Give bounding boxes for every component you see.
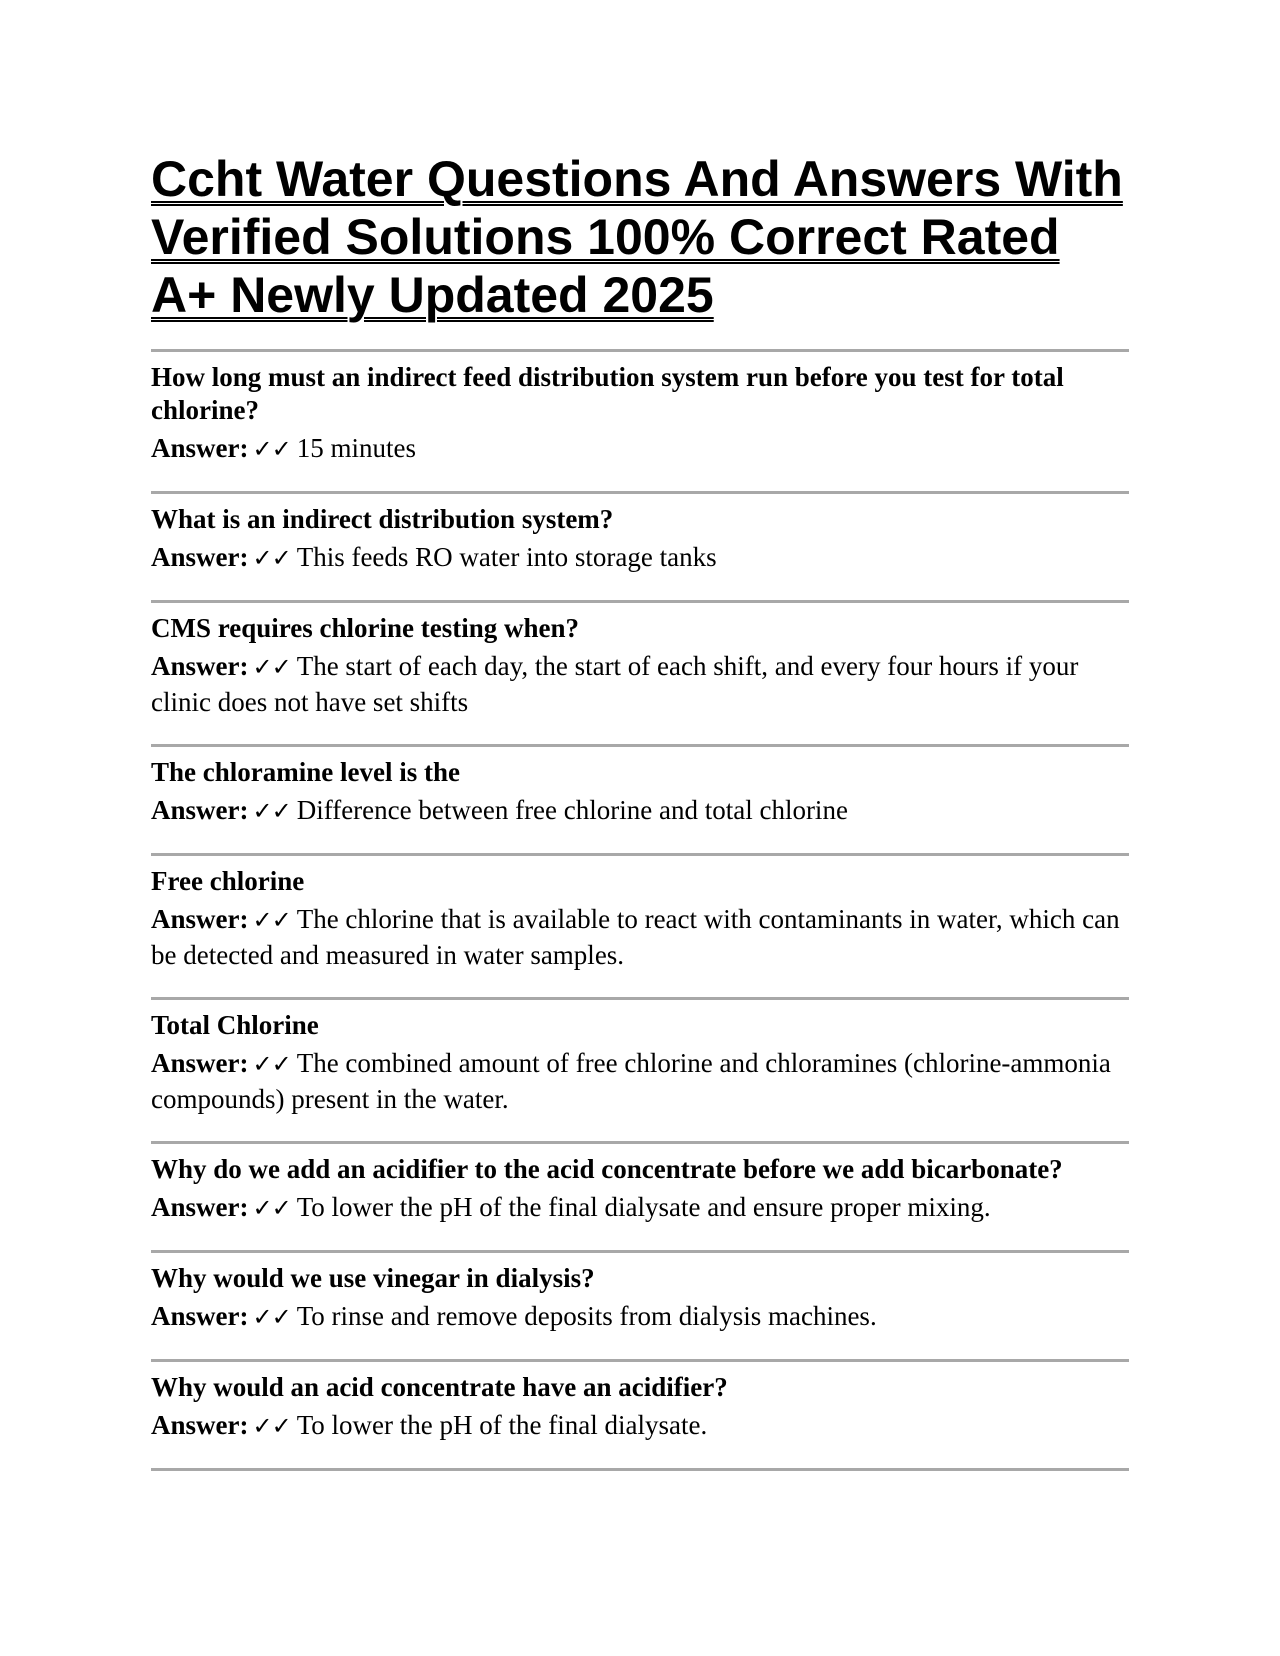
answer-line <box>151 1299 1129 1335</box>
double-checkmark-icon: ✓✓ <box>252 797 291 825</box>
qa-item <box>151 744 1129 853</box>
qa-item <box>151 349 1129 491</box>
document-page <box>151 150 1129 1471</box>
answer-line <box>151 1046 1129 1117</box>
answer-label: Answer: <box>151 1048 249 1078</box>
answer-text: 15 minutes <box>296 433 416 463</box>
qa-item <box>151 1141 1129 1250</box>
answer-label: Answer: <box>151 651 249 681</box>
answer-line <box>151 793 1129 829</box>
qa-item <box>151 600 1129 744</box>
question-text: CMS requires chlorine testing when? <box>151 613 579 643</box>
qa-item <box>151 997 1129 1141</box>
answer-text: The start of each day, the start of each shift, and every four hours if your clinic does not have set shifts <box>151 651 1079 717</box>
question-text: Total Chlorine <box>151 1010 319 1040</box>
question-text: Why would an acid concentrate have an acidifier? <box>151 1372 728 1402</box>
question-text: The chloramine level is the <box>151 757 460 787</box>
question-text: How long must an indirect feed distribution system run before you test for total chlorine? <box>151 362 1064 425</box>
qa-list <box>151 349 1129 1471</box>
double-checkmark-icon: ✓✓ <box>252 435 291 463</box>
answer-line <box>151 1190 1129 1226</box>
answer-text: The chlorine that is available to react with contaminants in water, which can be detected and measured in water samples. <box>151 904 1120 970</box>
answer-label: Answer: <box>151 542 249 572</box>
page-title: Ccht Water Questions And Answers With Verified Solutions 100% Correct Rated A+ Newly Updated 2025 <box>151 151 1123 323</box>
qa-item <box>151 853 1129 997</box>
answer-line <box>151 1408 1129 1444</box>
double-checkmark-icon: ✓✓ <box>252 1412 291 1440</box>
qa-item <box>151 491 1129 600</box>
answer-text: To rinse and remove deposits from dialysis machines. <box>296 1301 877 1331</box>
answer-label: Answer: <box>151 433 249 463</box>
answer-label: Answer: <box>151 1192 249 1222</box>
question-text: Why would we use vinegar in dialysis? <box>151 1263 595 1293</box>
double-checkmark-icon: ✓✓ <box>252 1050 291 1078</box>
answer-text: The combined amount of free chlorine and chloramines (chlorine-ammonia compounds) present in the water. <box>151 1048 1111 1114</box>
double-checkmark-icon: ✓✓ <box>252 653 291 681</box>
qa-item <box>151 1359 1129 1468</box>
answer-line <box>151 431 1129 467</box>
horizontal-divider <box>151 1468 1129 1471</box>
question-text: Free chlorine <box>151 866 305 896</box>
answer-text: To lower the pH of the final dialysate. <box>296 1410 708 1440</box>
answer-label: Answer: <box>151 1410 249 1440</box>
answer-line <box>151 540 1129 576</box>
double-checkmark-icon: ✓✓ <box>252 906 291 934</box>
answer-text: This feeds RO water into storage tanks <box>296 542 717 572</box>
double-checkmark-icon: ✓✓ <box>252 1194 291 1222</box>
answer-text: Difference between free chlorine and total chlorine <box>296 795 848 825</box>
double-checkmark-icon: ✓✓ <box>252 544 291 572</box>
answer-line <box>151 902 1129 973</box>
answer-label: Answer: <box>151 795 249 825</box>
double-checkmark-icon: ✓✓ <box>252 1303 291 1331</box>
question-text: Why do we add an acidifier to the acid concentrate before we add bicarbonate? <box>151 1154 1063 1184</box>
answer-text: To lower the pH of the final dialysate and ensure proper mixing. <box>296 1192 991 1222</box>
question-text: What is an indirect distribution system? <box>151 504 614 534</box>
answer-label: Answer: <box>151 904 249 934</box>
answer-line <box>151 649 1129 720</box>
qa-item <box>151 1250 1129 1359</box>
answer-label: Answer: <box>151 1301 249 1331</box>
